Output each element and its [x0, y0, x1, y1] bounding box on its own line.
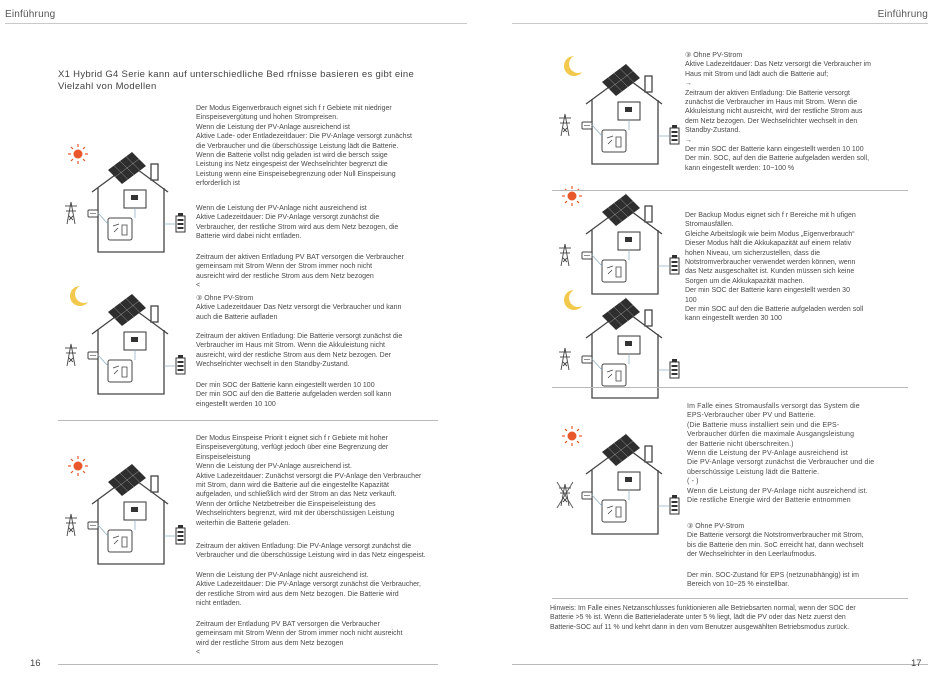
- solar-panel-icon: [602, 194, 640, 226]
- header-rule: [512, 23, 928, 24]
- solar-panel-icon: [108, 294, 146, 326]
- self-use-no-pv: ③ Ohne PV-Strom Aktive Ladezeitdauer Das Netz versorgt die Verbraucher und kann auch die Batterie aufladen: [196, 295, 402, 321]
- grid-tower-icon: [559, 114, 571, 136]
- battery-icon: [176, 525, 185, 544]
- meter-icon: [582, 356, 592, 363]
- battery-icon: [176, 355, 185, 374]
- meter-icon: [88, 352, 98, 359]
- meter-icon: [582, 252, 592, 259]
- footer-rule: [58, 664, 438, 665]
- grid-tower-icon: [559, 244, 571, 266]
- grid-tower-icon: [557, 482, 573, 508]
- solar-panel-icon: [108, 152, 146, 184]
- eps-description: Im Falle eines Stromausfalls versorgt das System die EPS-Verbraucher über PV und Batterie. (Die Batterie muss installiert sein und die EPS- Verbraucher dürfen die maximale Ausgangsleistung der Batterie nicht überschreiten.) Wenn die Leistung der PV-Anlage ausreichend ist Die PV-Anlage versorgt zunächst die Verbraucher und die überschüssige Leistung lädt die Batterie. ( - ) Wenn die Leistung der PV-Anlage nicht ausreichend ist. Die restliche Energie wird der Batterie entnommen: [687, 403, 875, 505]
- moon-icon: [564, 56, 582, 76]
- grid-tower-icon: [65, 514, 77, 536]
- solar-panel-icon: [602, 434, 640, 466]
- load-icon: [108, 530, 132, 552]
- inverter-icon: [124, 332, 146, 350]
- house-diagram-night: [552, 52, 682, 172]
- grid-tower-icon: [65, 344, 77, 366]
- house-diagram-day: [58, 140, 188, 260]
- moon-icon: [564, 290, 582, 310]
- section-divider: [552, 387, 908, 388]
- feed-in-priority-description: Der Modus Einspeise Priorit t eignet sich f r Gebiete mit hoher Einspeisevergütung, verfügt jedoch über eine Begrenzung der Einspeiseleistung Wenn die Leistung der PV-Anlage ausreichend ist. Aktive Ladezeitdauer: Zunächst versorgt die PV-Anlage den Verbraucher mit Strom, dann wird die Batterie auf die eingestellte Kapazität aufgeladen, und schließlich wird der Strom an das Netz verkauft. Wenn der örtliche Netzbetreiber die Einspeiseleistung des Wechselrichters begrenzt, wird mit der überschüssigen Leistung weiterhin die Batterie geladen.: [196, 435, 422, 527]
- solar-panel-icon: [108, 464, 146, 496]
- self-use-discharge: Zeitraum der aktiven Entladung PV BAT versorgen die Verbraucher gemeinsam mit Strom Wenn der Strom immer noch nicht ausreicht wird der restliche Strom aus dem Netz bezogen <: [196, 254, 404, 290]
- battery-icon: [670, 359, 679, 378]
- page-number: 16: [30, 658, 41, 669]
- grid-tower-icon: [559, 348, 571, 370]
- no-pv-description: ③ Ohne PV-Strom Aktive Ladezeitdauer: Das Netz versorgt die Verbraucher im Haus mit Strom und lädt auch die Batterie auf; → Zeitraum der aktiven Entladung: Die Batterie versorgt zunächst die Verbraucher im Haus mit Strom. Wenn die Akkuleistung nicht ausreicht, wird der restliche Strom aus dem Netz bezogen. Der Wechselrichter wechselt in den Standby-Zustand. → Der min SOC der Batterie kann eingestellt werden 10 100 Der min. SOC, auf den die Batterie aufgeladen werden soll, kann eingestellt werden: 10~100 %: [685, 52, 871, 172]
- sun-icon: [562, 426, 582, 446]
- battery-icon: [670, 125, 679, 144]
- moon-icon: [70, 286, 88, 306]
- battery-icon: [176, 213, 185, 232]
- self-use-soc-settings: Der min SOC der Batterie kann eingestellt werden 10 100 Der min SOC auf den die Batterie aufgeladen werden soll kann eingestellt werden 10 100: [196, 382, 392, 408]
- inverter-icon: [618, 102, 640, 120]
- load-icon: [602, 130, 626, 152]
- house-diagram-night: [58, 282, 188, 402]
- page-number: 17: [911, 658, 922, 669]
- section-divider: [552, 190, 908, 191]
- load-icon: [602, 500, 626, 522]
- eps-no-pv: ③ Ohne PV-Strom Die Batterie versorgt die Notstromverbraucher mit Strom, bis die Batterie den min. SoC erreicht hat, dann wechselt der Wechselrichter in den Leerlaufmodus.: [687, 523, 864, 559]
- grid-tower-icon: [65, 202, 77, 224]
- battery-icon: [670, 255, 679, 274]
- inverter-icon: [124, 502, 146, 520]
- self-use-description: Der Modus Eigenverbrauch eignet sich f r Gebiete mit niedriger Einspeisevergütung und hohen Strompreisen. Wenn die Leistung der PV-Anlage ausreichend ist Aktive Lade- oder Entladezeitdauer: Die PV-Anlage versorgt zunächst die Verbraucher und die überschüssige Leistung lädt die Batterie. Wenn die Batterie vollst ndig geladen ist wird die bersch ssige Leistung ins Netz eingespeist der Wechselrichter begrenzt die Leistung wenn eine Einspeisebegrenzung oder Null Einspeisung erforderlich ist: [196, 105, 412, 188]
- running-head: Einführung: [5, 9, 56, 20]
- meter-icon: [582, 122, 592, 129]
- sun-icon: [562, 186, 582, 206]
- house-diagram-outage: [552, 422, 682, 542]
- solar-panel-icon: [602, 298, 640, 330]
- inverter-icon: [124, 190, 146, 208]
- sun-icon: [68, 144, 88, 164]
- load-icon: [602, 260, 626, 282]
- load-icon: [108, 360, 132, 382]
- house-diagram-night: [552, 286, 682, 406]
- self-use-no-pv-discharge: Zeitraum der aktiven Entladung: Die Batterie versorgt zunächst die Verbraucher im Haus mit Strom. Wenn die Akkuleistung nicht ausreicht, wird der restliche Strom aus dem Netz bezogen. Der Wechselrichter wechselt in den Standby-Zustand.: [196, 333, 403, 369]
- load-icon: [602, 364, 626, 386]
- battery-icon: [670, 495, 679, 514]
- feed-in-insufficient-pv: Wenn die Leistung der PV-Anlage nicht ausreichend ist. Aktive Ladezeitdauer: Die PV-Anlage versorgt zunächst die Verbraucher, der restliche Strom wird aus dem Netz bezogen. Die Batterie wird nicht entladen.: [196, 572, 421, 608]
- inverter-icon: [618, 232, 640, 250]
- header-rule: [5, 23, 467, 24]
- intro-heading: X1 Hybrid G4 Serie kann auf unterschiedliche Bed rfnisse basieren es gibt eine Vielzahl von Modellen: [58, 69, 415, 92]
- footer-rule: [512, 664, 928, 665]
- house-diagram-feed-in: [58, 452, 188, 572]
- grid-connection-note: Hinweis: Im Falle eines Netzanschlusses funktionieren alle Betriebsarten normal, wenn der SOC der Batterie >5 % ist. Wenn die Batterieladerate unter 5 % liegt, lädt die PV oder das Netz zuerst den Batterie-SOC auf 11 % und kehrt dann in den vom Benutzer ausgewählten Betriebsmodus zurück.: [550, 605, 856, 631]
- self-use-insufficient-pv: Wenn die Leistung der PV-Anlage nicht ausreichend ist Aktive Ladezeitdauer: Die PV-Anlage versorgt zunächst die Verbraucher, der restliche Strom wird aus dem Netz bezogen, die Batterie wird dabei nicht entladen.: [196, 205, 399, 241]
- section-divider: [552, 598, 908, 599]
- backup-mode-description: Der Backup Modus eignet sich f r Bereiche mit h ufigen Stromausfällen. Gleiche Arbeitslogik wie beim Modus „Eigenverbrauch“ Dieser Modus hält die Akkukapazität auf einem relativ hohen Niveau, um sicherzustellen, dass die Notstromverbraucher verwendet werden können, wenn das Netz ausgeschaltet ist. Kunden müssen sich keine Sorgen um die Akkukapazität machen. Der min SOC der Batterie kann eingestellt werden 30 100 Der min SOC auf den die Batterie aufgeladen werden soll kann eingestellt werden 30 100: [685, 212, 864, 323]
- house-diagram-day: [552, 182, 682, 302]
- meter-icon: [582, 492, 592, 499]
- meter-icon: [88, 210, 98, 217]
- inverter-icon: [618, 336, 640, 354]
- feed-in-discharge: Zeitraum der aktiven Entladung: Die PV-Anlage versorgt zunächst die Verbraucher und die überschüssige Leistung wird in das Netz eingespeist.: [196, 543, 426, 560]
- meter-icon: [88, 522, 98, 529]
- running-head: Einführung: [877, 9, 928, 20]
- inverter-icon: [618, 472, 640, 490]
- right-page: [475, 0, 950, 685]
- section-divider: [58, 420, 438, 421]
- feed-in-discharge-period: Zeitraum der Entladung PV BAT versorgen die Verbraucher gemeinsam mit Strom Wenn der Strom immer noch nicht ausreicht wird der restliche Strom aus dem Netz bezogen <: [196, 621, 403, 657]
- sun-icon: [68, 456, 88, 476]
- solar-panel-icon: [602, 64, 640, 96]
- load-icon: [108, 218, 132, 240]
- eps-soc-setting: Der min. SOC-Zustand für EPS (netzunabhängig) ist im Bereich von 10~25 % einstellbar.: [687, 572, 859, 589]
